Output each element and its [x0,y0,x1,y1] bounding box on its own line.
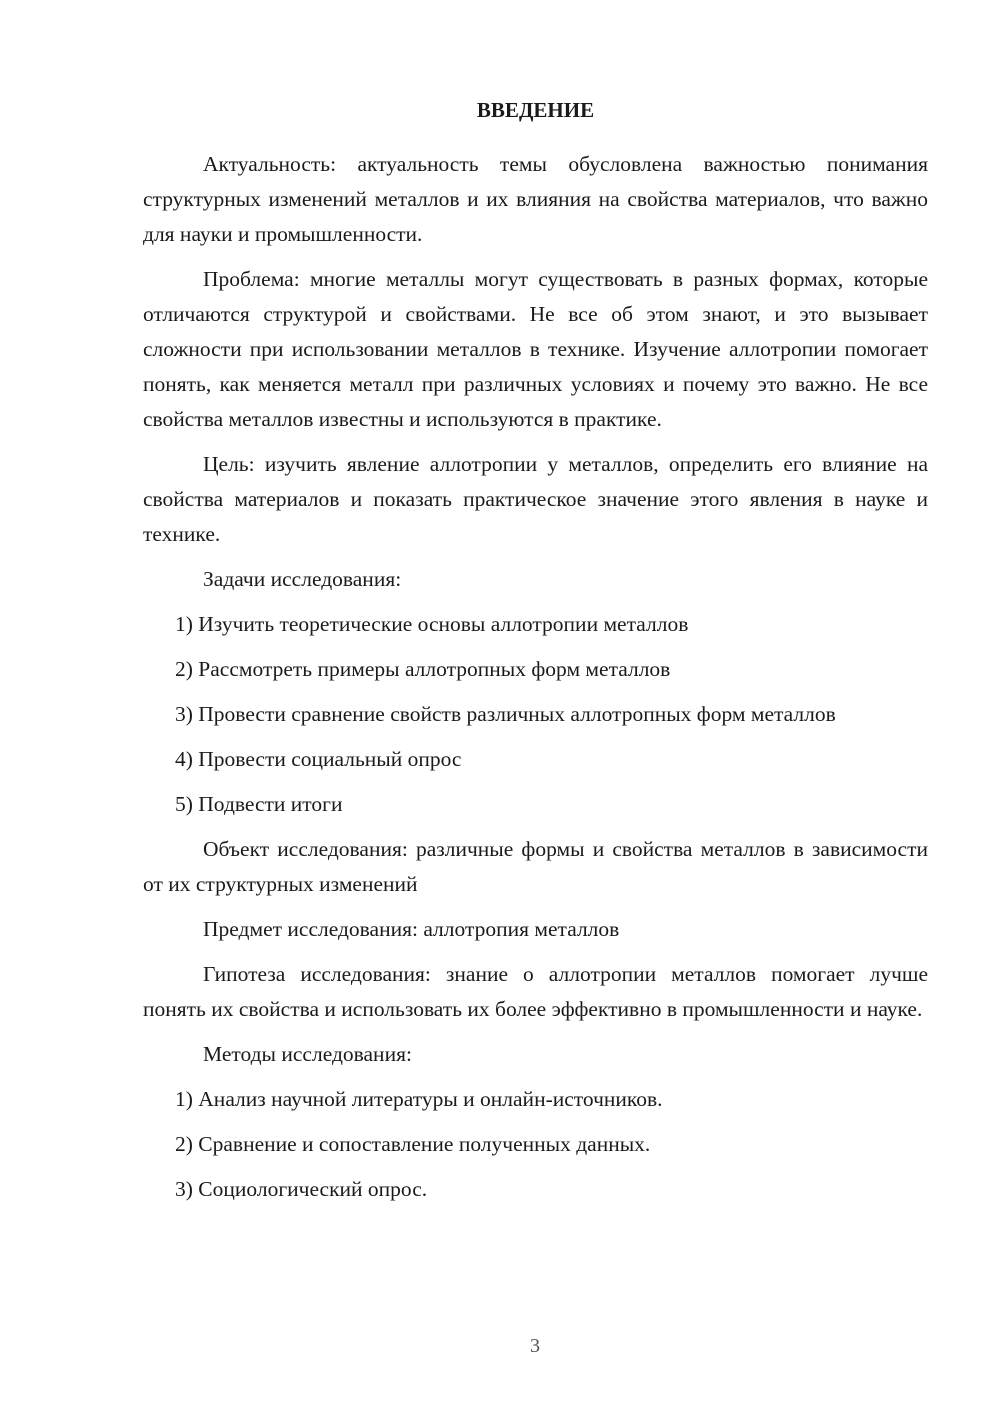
method-item-2: 2) Сравнение и сопоставление полученных данных. [175,1132,651,1156]
task-item-5: 5) Подвести итоги [175,792,343,816]
task-item-2: 2) Рассмотреть примеры аллотропных форм металлов [175,657,671,681]
object-paragraph: Объект исследования: различные формы и свойства металлов в зависимости от их структурных изменений [143,837,928,896]
page-title: ВВЕДЕНИЕ [476,98,595,122]
page-number: 3 [530,1335,540,1357]
methods-heading: Методы исследования: [203,1042,412,1066]
subject-paragraph: Предмет исследования: аллотропия металлов [203,917,620,941]
hypothesis-paragraph: Гипотеза исследования: знание о аллотропии металлов помогает лучше понять их свойства и использовать их более эффективно в промышленности и науке. [143,962,928,1021]
task-item-1: 1) Изучить теоретические основы аллотропии металлов [175,612,689,636]
task-item-3: 3) Провести сравнение свойств различных аллотропных форм металлов [175,702,836,726]
task-item-4: 4) Провести социальный опрос [175,747,462,771]
goal-paragraph: Цель: изучить явление аллотропии у металлов, определить его влияние на свойства материалов и показать практическое значение этого явления в науке и технике. [143,452,928,546]
problem-paragraph: Проблема: многие металлы могут существовать в разных формах, которые отличаются структурой и свойствами. Не все об этом знают, и это вызывает сложности при использовании металлов в технике. Изучение аллотропии помогает понять, как меняется металл при различных условиях и почему это важно. Не все свойства металлов известны и используются в практике. [143,267,928,431]
method-item-1: 1) Анализ научной литературы и онлайн-источников. [175,1087,663,1111]
document-page [143,96,928,1217]
relevance-paragraph: Актуальность: актуальность темы обусловлена важностью понимания структурных изменений металлов и их влияния на свойства материалов, что важно для науки и промышленности. [143,152,928,246]
method-item-3: 3) Социологический опрос. [175,1177,428,1201]
tasks-heading: Задачи исследования: [203,567,402,591]
